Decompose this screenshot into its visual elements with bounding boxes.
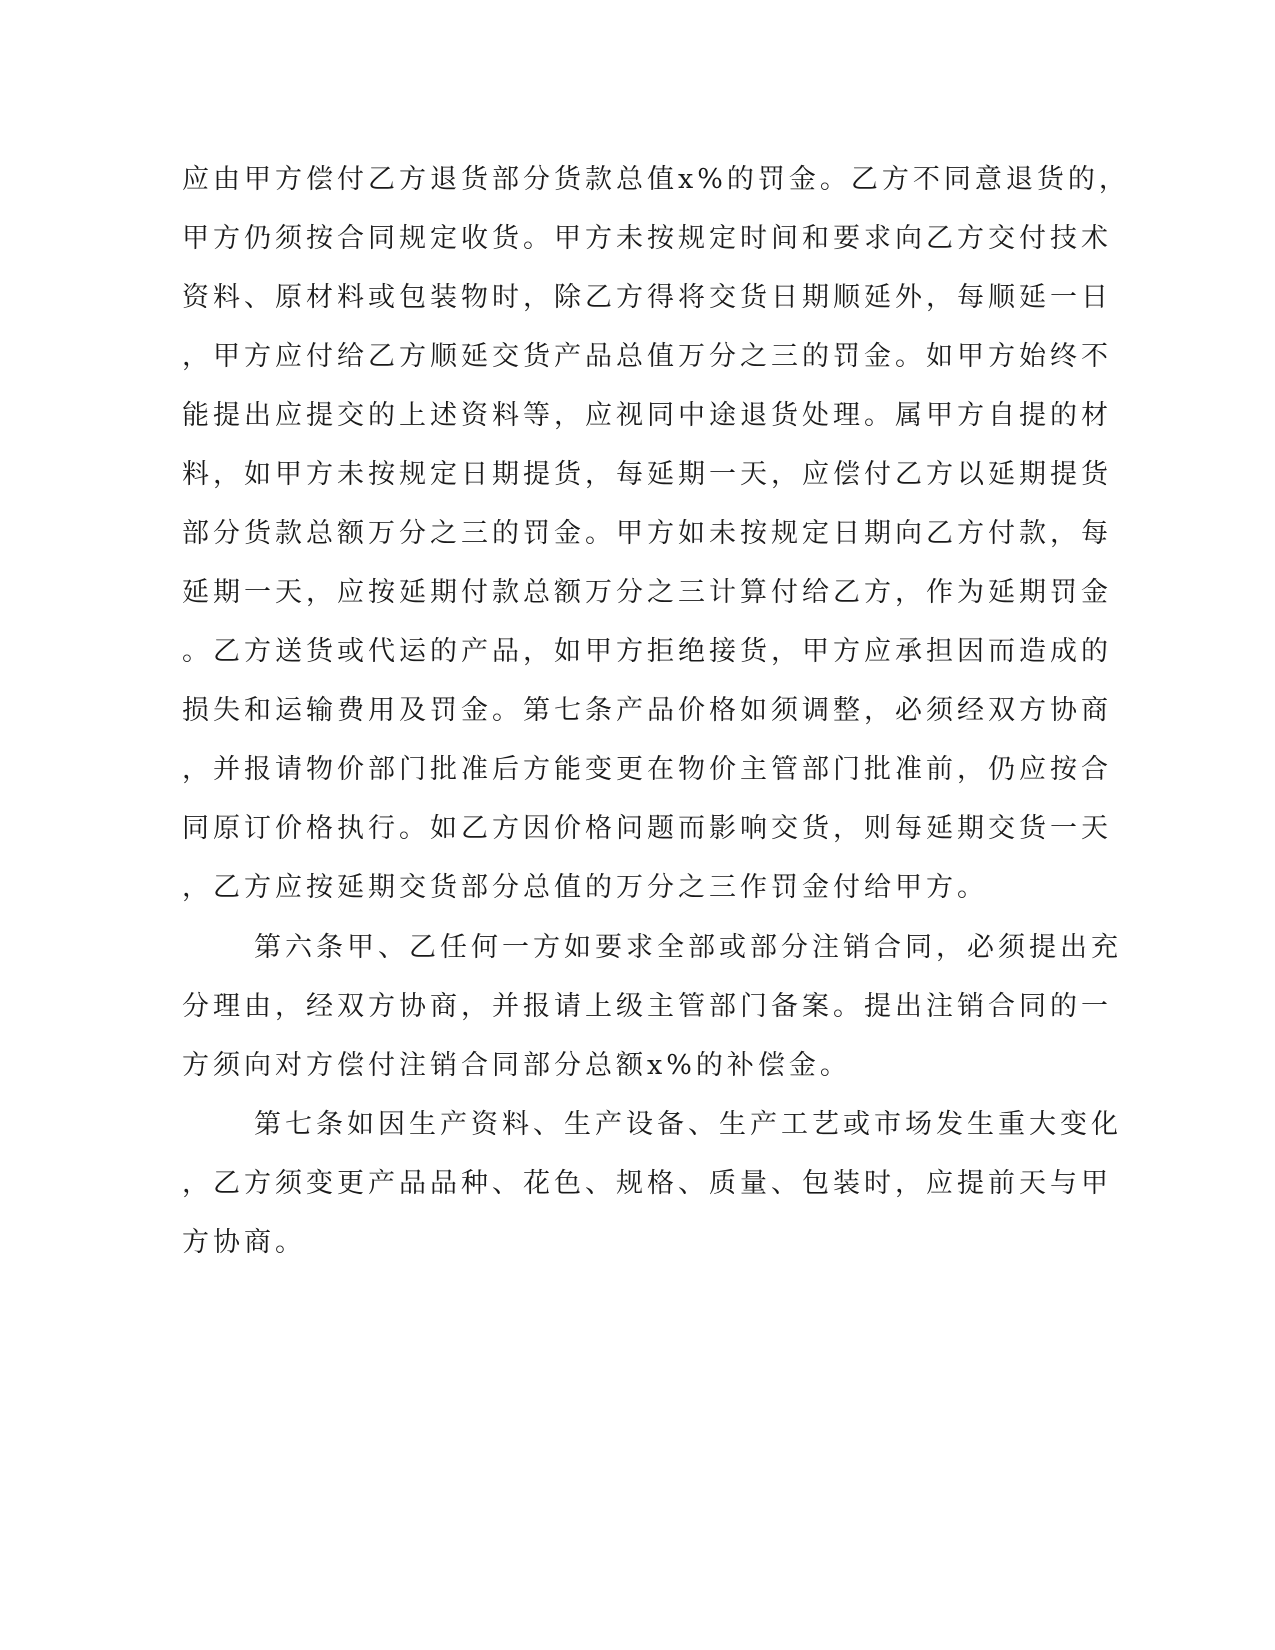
text-line: ，乙方须变更产品品种、花色、规格、质量、包装时，应提前天与甲 — [182, 1168, 1112, 1199]
text-line: 料，如甲方未按规定日期提货，每延期一天，应偿付乙方以延期提货 — [182, 459, 1112, 490]
text-line: 。乙方送货或代运的产品，如甲方拒绝接货，甲方应承担因而造成的 — [182, 636, 1112, 667]
text-line: 同原订价格执行。如乙方因价格问题而影响交货，则每延期交货一天 — [182, 813, 1112, 844]
text-line: 方协商。 — [182, 1227, 306, 1258]
text-line: 能提出应提交的上述资料等，应视同中途退货处理。属甲方自提的材 — [182, 400, 1112, 431]
text-line: 甲方仍须按合同规定收货。甲方未按规定时间和要求向乙方交付技术 — [182, 223, 1112, 254]
text-line: 方须向对方偿付注销合同部分总额x%的补偿金。 — [182, 1050, 851, 1081]
text-line: 应由甲方偿付乙方退货部分货款总值x%的罚金。乙方不同意退货的， — [182, 164, 1130, 195]
text-line: ，并报请物价部门批准后方能变更在物价主管部门批准前，仍应按合 — [182, 754, 1112, 785]
paragraph-6-line: 第六条甲、乙任何一方如要求全部或部分注销合同，必须提出充 — [254, 932, 1122, 963]
text-line: 部分货款总额万分之三的罚金。甲方如未按规定日期向乙方付款，每 — [182, 518, 1112, 549]
text-line: 资料、原材料或包装物时，除乙方得将交货日期顺延外，每顺延一日 — [182, 282, 1112, 313]
text-line: 延期一天，应按延期付款总额万分之三计算付给乙方，作为延期罚金 — [182, 577, 1112, 608]
text-line: ，甲方应付给乙方顺延交货产品总值万分之三的罚金。如甲方始终不 — [182, 341, 1112, 372]
text-line: ，乙方应按延期交货部分总值的万分之三作罚金付给甲方。 — [182, 872, 988, 903]
text-line: 分理由，经双方协商，并报请上级主管部门备案。提出注销合同的一 — [182, 991, 1112, 1022]
paragraph-7-line: 第七条如因生产资料、生产设备、生产工艺或市场发生重大变化 — [254, 1109, 1122, 1140]
text-line: 损失和运输费用及罚金。第七条产品价格如须调整，必须经双方协商 — [182, 695, 1112, 726]
